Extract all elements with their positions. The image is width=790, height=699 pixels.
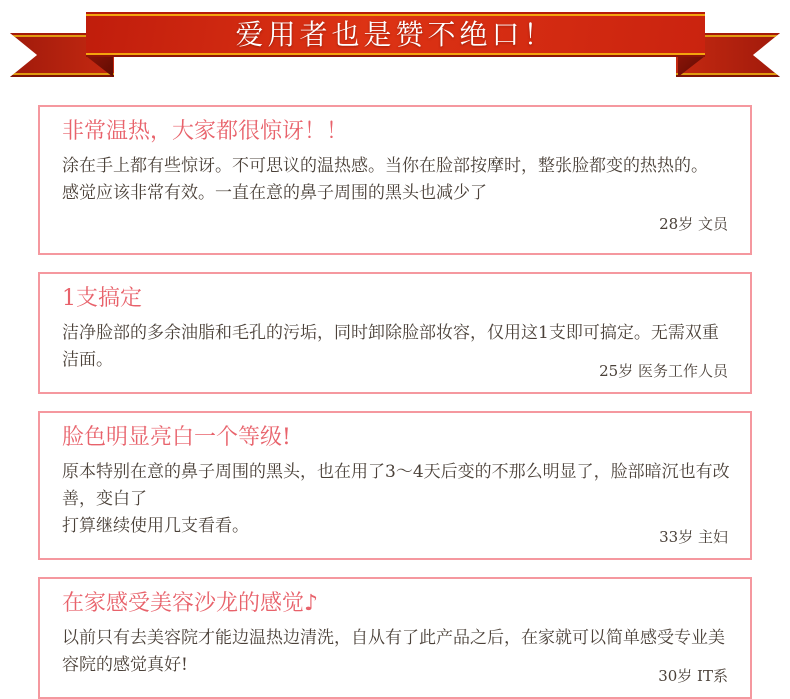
testimonial-line: 涂在手上都有些惊讶。不可思议的温热感。当你在脸部按摩时，整张脸都变的热热的。 (62, 156, 708, 176)
testimonial-line: 原本特别在意的鼻子周围的黑头，也在用了3～4天后变的不那么明显了，脸部暗沉也有改善，变白了 (62, 462, 730, 509)
testimonial-line: 打算继续使用几支看看。 (62, 516, 249, 536)
testimonial-title: 1支搞定 (62, 286, 142, 311)
testimonial-title: 非常温热，大家都很惊讶！！ (62, 119, 349, 144)
testimonial-attribution: 25岁 医务工作人员 (599, 362, 728, 380)
testimonial-body (62, 153, 730, 207)
testimonial-line: 感觉应该非常有效。一直在意的鼻子周围的黑头也减少了 (62, 183, 487, 203)
testimonial-attribution: 33岁 主妇 (659, 528, 728, 546)
testimonial-box-3 (38, 411, 752, 560)
testimonial-line: 洁净脸部的多余油脂和毛孔的污垢，同时卸除脸部妆容，仅用这1支即可搞定。无需双重洁面。 (62, 323, 719, 370)
testimonial-box-4 (38, 577, 752, 699)
testimonial-line: 以前只有去美容院才能边温热边清洗，自从有了此产品之后，在家就可以简单感受专业美容院的感觉真好! (62, 628, 725, 675)
testimonial-attribution: 30岁 IT系 (658, 667, 728, 685)
testimonial-attribution: 28岁 文员 (659, 215, 728, 233)
testimonial-list (0, 105, 790, 699)
header-ribbon (0, 0, 790, 92)
testimonial-box-1 (38, 105, 752, 255)
banner-title: 爱用者也是赞不绝口！ (235, 18, 556, 51)
ribbon-band (86, 12, 705, 57)
testimonial-box-2 (38, 272, 752, 394)
testimonial-title: 在家感受美容沙龙的感觉♪ (62, 591, 319, 616)
testimonial-title: 脸色明显亮白一个等级! (62, 425, 291, 450)
